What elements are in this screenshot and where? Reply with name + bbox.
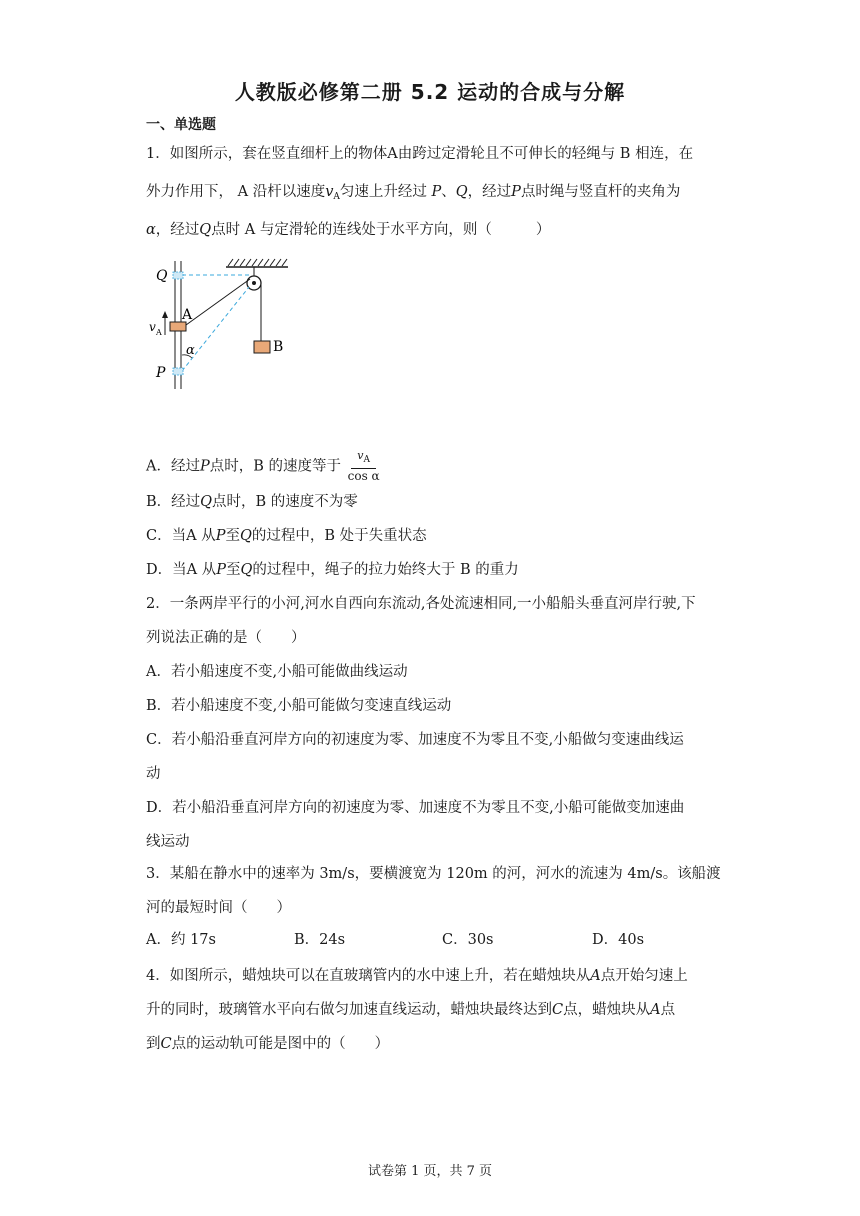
rope-a: [186, 279, 250, 325]
label-q: Q: [156, 268, 168, 284]
q3-option-c: C．30s: [442, 932, 494, 948]
page-title: 人教版必修第二册 5.2 运动的合成与分解: [234, 80, 626, 104]
q1-line-3: α，经过Q点时 A 与定滑轮的连线处于水平方向，则（ ）: [146, 222, 551, 238]
q1-line-2: 外力作用下， A 沿杆以速度$v_A$匀速上升经过 P、Q，经过P点时绳与竖直杆的夹角为: [146, 184, 681, 202]
fraction-va-cos: $\frac{v_A}{\text{cos α}}$: [347, 449, 380, 483]
q4-line-2: 升的同时，玻璃管水平向右做匀加速直线运动，蜡烛块最终达到C点，蜡烛块从A点: [146, 1002, 676, 1018]
q4-line-3: 到C点的运动轨可能是图中的（ ）: [146, 1036, 390, 1052]
q2-line-2: 列说法正确的是（ ）: [146, 630, 306, 646]
label-b: B: [273, 339, 284, 355]
q2-option-d-2: 线运动: [146, 834, 190, 850]
ring-q: [173, 272, 183, 279]
label-alpha: α: [186, 343, 195, 358]
q2-option-b: B．若小船速度不变,小船可能做匀变速直线运动: [146, 698, 452, 714]
q1-option-a: A．经过P点时，B 的速度等于 $\frac{v_A}{\text{cos α}}$: [146, 449, 380, 483]
q2-option-a: A．若小船速度不变,小船可能做曲线运动: [146, 664, 408, 680]
q3-line-1: 3．某船在静水中的速率为 3m/s，要横渡宽为 120m 的河，河水的流速为 4m/s。该船渡: [146, 866, 721, 882]
q1-option-d: D．当A 从P至Q的过程中，绳子的拉力始终大于 B 的重力: [146, 562, 519, 578]
q1-line-1: 1．如图所示，套在竖直细杆上的物体A由跨过定滑轮且不可伸长的轻绳与 B 相连，在: [146, 146, 694, 162]
q2-option-c-2: 动: [146, 766, 161, 782]
q3-option-d: D．40s: [592, 932, 645, 948]
q3-option-b: B．24s: [294, 932, 346, 948]
q1-option-c: C．当A 从P至Q的过程中，B 处于失重状态: [146, 528, 427, 544]
q3-option-a: A．约 17s: [146, 932, 216, 948]
label-a: A: [182, 307, 193, 323]
q2-line-1: 2．一条两岸平行的小河,河水自西向东流动,各处流速相同,一小船船头垂直河岸行驶,下: [146, 596, 696, 612]
q4-line-1: 4．如图所示，蜡烛块可以在直玻璃管内的水中速上升，若在蜡烛块从A点开始匀速上: [146, 968, 688, 984]
dashed-line-p: [182, 287, 249, 371]
q2-option-c-1: C．若小船沿垂直河岸方向的初速度为零、加速度不为零且不变,小船做匀变速曲线运: [146, 732, 684, 748]
q3-line-2: 河的最短时间（ ）: [146, 900, 291, 916]
block-b: [254, 341, 270, 353]
label-p: P: [156, 365, 166, 381]
pulley-diagram: [146, 255, 306, 395]
page-footer: 试卷第 1 页，共 7 页: [367, 1164, 493, 1179]
block-a: [170, 322, 186, 331]
q3-options: [146, 928, 706, 948]
section-heading: 一、单选题: [146, 117, 216, 133]
label-v-sub: A: [156, 328, 162, 337]
q2-option-d-1: D．若小船沿垂直河岸方向的初速度为零、加速度不为零且不变,小船可能做变加速曲: [146, 800, 685, 816]
label-v: v: [149, 320, 156, 334]
q1-option-b: B．经过Q点时，B 的速度不为零: [146, 494, 358, 510]
ring-p: [173, 368, 183, 375]
